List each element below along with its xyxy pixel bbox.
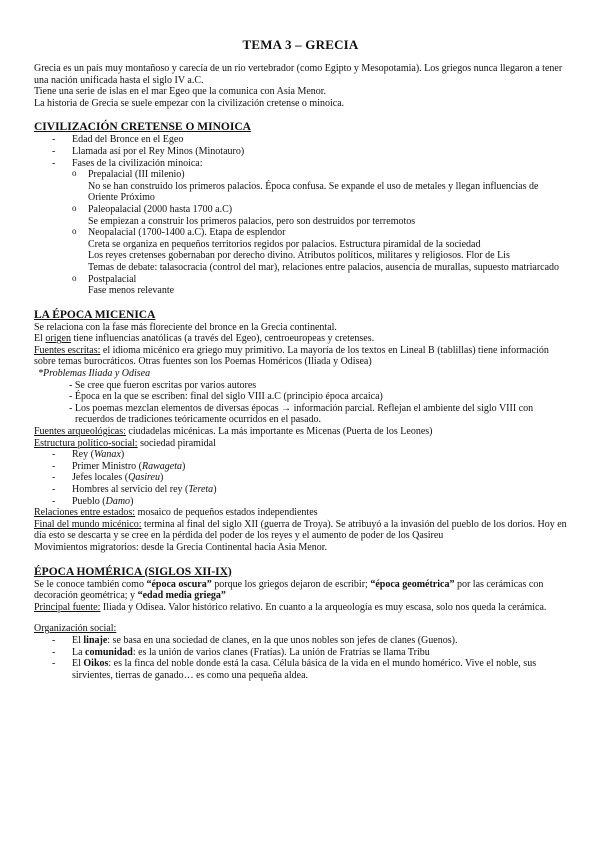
fase-text: Se empiezan a construir los primeros palacios, pero son destruidos por terremotos xyxy=(88,215,416,227)
section-heading-homerica: ÉPOCA HOMÉRICA (SIGLOS XII-IX) xyxy=(34,565,232,578)
fases-list xyxy=(34,169,567,297)
relaciones-estados: Relaciones entre estados: mosaico de pequeños estados independientes xyxy=(34,507,318,519)
problemas-heading: *Problemas Iliada y Odisea xyxy=(38,368,151,380)
micenica-paragraph: Se relaciona con la fase más floreciente del bronce en la Grecia continental. xyxy=(34,321,337,333)
minoica-list xyxy=(34,134,567,169)
section-heading-micenica: LA ÉPOCA MICENICA xyxy=(34,308,156,321)
fase-item xyxy=(34,227,567,273)
list-item: - Época en la que se escriben: final del siglo VIII a.C (principio época arcaica) xyxy=(69,391,383,403)
list-item: - Se cree que fueron escritas por varios autores xyxy=(69,379,257,391)
document-title: TEMA 3 – GRECIA xyxy=(242,37,359,52)
problemas-list xyxy=(34,380,567,426)
organizacion-social-heading: Organización social: xyxy=(34,623,117,635)
fuentes-arqueologicas: Fuentes arqueológicas: ciudadelas micénicas. La más importante es Micenas (Puerta de los Leones) xyxy=(34,426,433,438)
principal-fuente: Principal fuente: Iliada y Odisea. Valor histórico relativo. En cuanto a la arqueología es muy escasa, solo nos queda la cerámica. xyxy=(34,601,547,613)
list-item: - Los poemas mezclan elementos de diversas épocas → información parcial. Reflejan el ambiente del siglo VIII con recuerdos de tradiciones teóricamente ocurridos en el pasado. xyxy=(69,402,534,426)
fase-item xyxy=(34,169,567,204)
fase-name: o Paleopalacial (2000 hasta 1700 a.C) xyxy=(88,203,233,215)
list-item: - Edad del Bronce en el Egeo xyxy=(34,134,567,146)
section-heading-minoica: CIVILIZACIÓN CRETENSE O MINOICA xyxy=(34,121,251,134)
intro-paragraph-1: Grecia es un país muy montañoso y carecía de un rio vertebrador (como Egipto y Mesopotamia). Los griegos nunca llegaron a tener una nación unificada hasta el siglo IV a.C. xyxy=(34,63,563,86)
list-item: - Hombres al servicio del rey (Tereta) xyxy=(34,484,567,496)
fase-item xyxy=(34,204,567,227)
homerica-paragraph: Se le conoce también como “época oscura” porque los griegos dejaron de escribir; “época geométrica” por las cerámicas con decoración geométrica; y “edad media griega” xyxy=(34,578,544,602)
micenica-origen: El origen tiene influencias anatólicas (a través del Egeo), centroeuropeas y cretenses. xyxy=(34,333,375,345)
fase-text: Creta se organiza en pequeños territorios regidos por palacios. Estructura piramidal de la sociedad xyxy=(88,238,481,250)
list-item: - Rey (Wanax) xyxy=(34,449,567,461)
list-item: - Jefes locales (Qasireu) xyxy=(34,472,567,484)
organizacion-list xyxy=(34,635,567,681)
list-item: - Pueblo (Damo) xyxy=(34,496,567,508)
fase-name: o Prepalacial (III milenio) xyxy=(88,169,185,181)
list-item: - Fases de la civilización minoica: xyxy=(34,158,567,170)
estructura-politico-social: Estructura político-social: sociedad piramidal xyxy=(34,437,216,449)
fase-name: o Neopalacial (1700-1400 a.C). Etapa de esplendor xyxy=(88,227,286,239)
intro-paragraph-3: La historia de Grecia se suele empezar con la civilización cretense o minoica. xyxy=(34,97,345,109)
fase-item xyxy=(34,274,567,297)
list-item: - La comunidad: es la unión de varios clanes (Fratías). La unión de Fratrías se llama Tribu xyxy=(34,647,567,659)
fase-name: o Postpalacial xyxy=(88,273,137,285)
intro-paragraph-2: Tiene una serie de islas en el mar Egeo que la comunica con Asia Menor. xyxy=(34,86,327,98)
final-mundo-micenico: Final del mundo micénico: termina al final del siglo XII (guerra de Troya). Se atribuyó a la invasión del pueblo de los dorios. Hoy en día esto se descarta y se cree en la pérdida del poder de los reyes y el aumento de poder de los Qasireu xyxy=(34,518,567,542)
list-item: - Primer Ministro (Rawageta) xyxy=(34,461,567,473)
movimientos-migratorios: Movimientos migratorios: desde la Grecia Continental hacia Asia Menor. xyxy=(34,541,327,553)
fase-text: Los reyes cretenses gobernaban por derecho divino. Atributos políticos, militares y religiosos. Flor de Lis xyxy=(88,250,510,262)
piramide-list xyxy=(34,449,567,507)
fase-text: Temas de debate: talasocracia (control del mar), relaciones entre palacios, ausencia de murallas, supuesto matriarcado xyxy=(88,261,560,273)
list-item: - El linaje: se basa en una sociedad de clanes, en la que unos nobles son jefes de clanes (Guenos). xyxy=(34,635,567,647)
fase-text: No se han construido los primeros palacios. Época confusa. Se expande el uso de metales y llegan influencias de Oriente Próximo xyxy=(88,180,539,204)
list-item: - Llamada así por el Rey Minos (Minotauro) xyxy=(34,146,567,158)
fase-text: Fase menos relevante xyxy=(88,285,175,297)
list-item: - El Oikos: es la finca del noble donde está la casa. Célula básica de la vida en el mundo homérico. Vive el noble, sus sirvientes, tierras de ganado… es como una pequeña aldea. xyxy=(34,658,567,681)
fuentes-escritas: Fuentes escritas: el idioma micénico era griego muy primitivo. La mayoría de los textos en Lineal B (tablillas) tiene información sobre temas burocráticos. Otras fuentes son los Poemas Homéricos (Iliada y Odisea) xyxy=(34,344,549,368)
